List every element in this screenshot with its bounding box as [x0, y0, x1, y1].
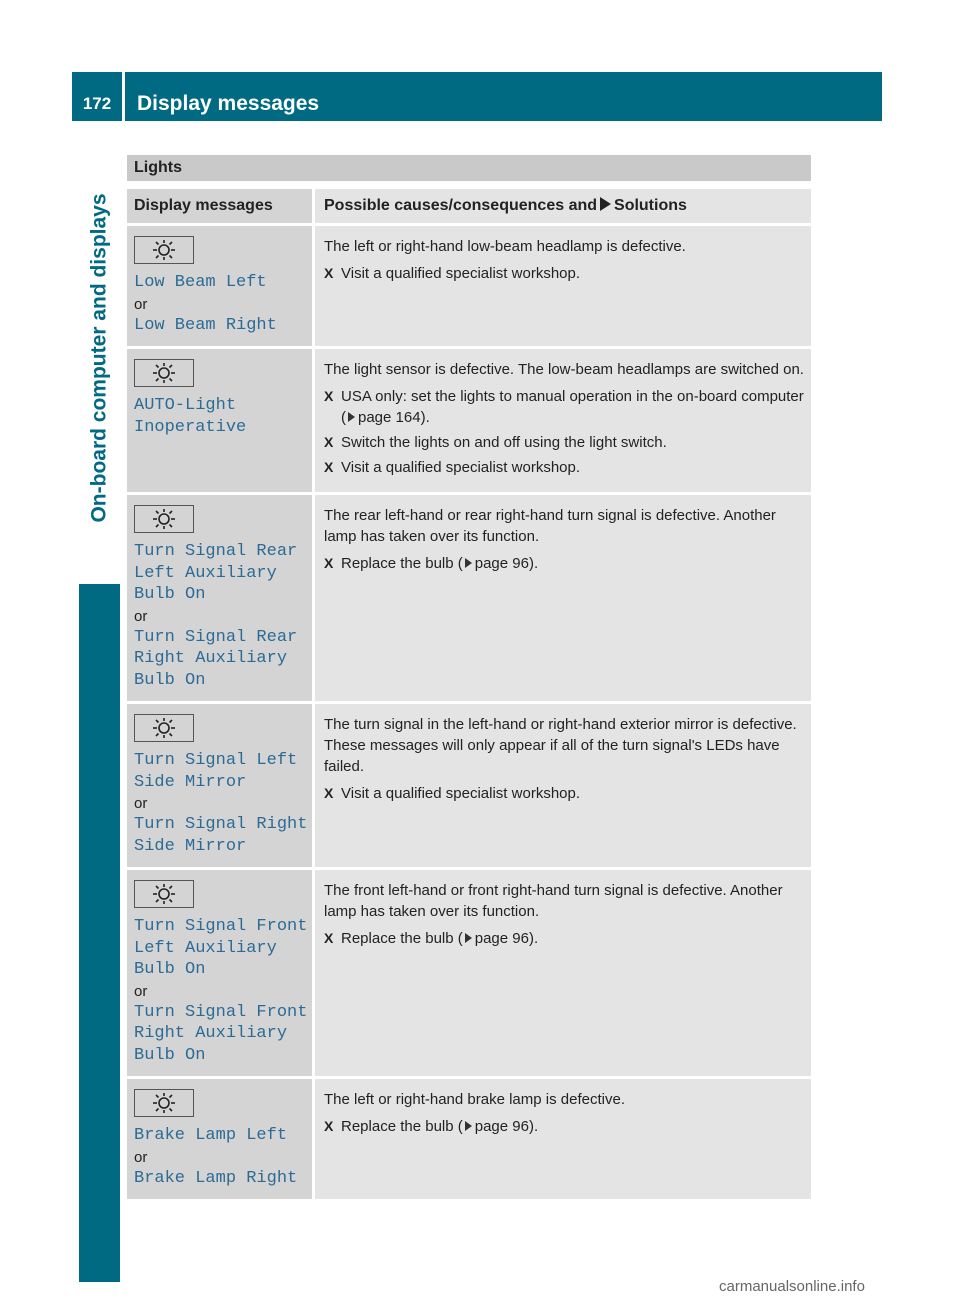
table-row	[127, 870, 811, 1076]
action-item	[324, 783, 805, 804]
action-text	[341, 928, 538, 949]
play-arrow-icon	[600, 197, 611, 211]
page-ref-arrow-icon	[348, 412, 355, 422]
display-message-text: Side Mirror	[134, 836, 247, 856]
action-bullet-icon: X	[324, 388, 334, 404]
or-separator: or	[134, 1148, 148, 1166]
table-body	[127, 226, 811, 1199]
table-row	[127, 704, 811, 867]
solution-cell	[315, 226, 811, 346]
or-separator: or	[134, 795, 148, 812]
display-message-text: Bulb On	[134, 1045, 206, 1065]
action-text-main: Replace the bulb (	[341, 555, 463, 572]
solution-cell	[315, 870, 811, 1076]
display-message-cell	[127, 226, 312, 346]
page-reference-link[interactable]: page 96	[474, 930, 529, 947]
solution-cell	[315, 495, 811, 701]
display-message-text: Left Auxiliary	[134, 938, 277, 958]
action-text-main: Visit a qualified specialist workshop.	[341, 785, 581, 802]
page-header	[72, 72, 882, 121]
display-message-text: Bulb On	[134, 585, 206, 604]
action-text	[341, 783, 580, 804]
column-header-solutions-prefix: Possible causes/consequences and	[324, 197, 598, 214]
cause-text: The front left-hand or front right-hand turn signal is defective. Another lamp has taken over its function.	[324, 882, 783, 920]
table-row	[127, 226, 811, 346]
action-text	[341, 1116, 538, 1137]
cause-text: The left or right-hand brake lamp is defective.	[324, 1091, 625, 1108]
lights-table	[127, 155, 811, 1202]
side-tab-label: On-board computer and displays	[87, 193, 111, 523]
display-message-text: Left Auxiliary	[134, 563, 277, 583]
action-text	[341, 553, 538, 574]
display-message-text: Low Beam Left	[134, 273, 267, 292]
action-item	[324, 1116, 805, 1137]
action-text-main: Replace the bulb (	[341, 1118, 463, 1135]
action-bullet-icon: X	[324, 265, 334, 281]
display-message-text: Bulb On	[134, 670, 206, 690]
action-text	[341, 386, 805, 428]
action-bullet-icon: X	[324, 1118, 334, 1134]
column-header-display-messages: Display messages	[127, 189, 312, 223]
page-reference-link[interactable]: page 96	[474, 1118, 529, 1135]
action-text-main: Visit a qualified specialist workshop.	[341, 265, 581, 282]
bulb-icon	[134, 714, 194, 742]
display-message-text: Turn Signal Front	[134, 917, 308, 936]
page-number: 172	[72, 72, 125, 121]
display-message-text: Brake Lamp Left	[134, 1126, 288, 1145]
cause-text: The rear left-hand or rear right-hand turn signal is defective. Another lamp has taken over its function.	[324, 507, 776, 545]
action-bullet-icon: X	[324, 785, 334, 801]
section-title: Lights	[127, 155, 811, 181]
cause-text: The turn signal in the left-hand or right-hand exterior mirror is defective. These messages will only appear if all of the turn signal's LEDs have failed.	[324, 716, 797, 775]
page-title: Display messages	[137, 92, 320, 115]
display-message-text: Side Mirror	[134, 772, 247, 792]
action-text-main: Replace the bulb (	[341, 930, 463, 947]
action-bullet-icon: X	[324, 930, 334, 946]
display-message-text: Low Beam Right	[134, 315, 277, 335]
page-reference-link[interactable]: page 96	[474, 555, 529, 572]
or-separator: or	[134, 607, 148, 625]
table-row	[127, 1079, 811, 1199]
action-text-after: ).	[528, 930, 539, 947]
action-item	[324, 928, 805, 949]
cause-text: The left or right-hand low-beam headlamp is defective.	[324, 238, 686, 255]
action-text-main: Switch the lights on and off using the light switch.	[341, 434, 667, 451]
solution-cell	[315, 704, 811, 867]
action-item	[324, 457, 805, 478]
display-message-text: Turn Signal Rear	[134, 627, 298, 647]
action-item	[324, 263, 805, 284]
page-reference-link[interactable]: page 164	[358, 409, 421, 426]
table-header-row	[127, 189, 811, 223]
solution-cell	[315, 349, 811, 492]
display-message-cell	[127, 704, 312, 867]
action-item	[324, 432, 805, 453]
or-separator: or	[134, 295, 148, 313]
action-text-after: ).	[528, 1118, 539, 1135]
watermark: carmanualsonline.info	[719, 1278, 865, 1295]
page-ref-arrow-icon	[465, 933, 472, 943]
table-row	[127, 349, 811, 492]
bulb-icon	[134, 505, 194, 533]
display-message-text: Right Auxiliary	[134, 1024, 288, 1043]
action-text	[341, 457, 580, 478]
action-text-after: ).	[528, 555, 539, 572]
display-message-text: Turn Signal Left	[134, 751, 298, 770]
display-message-text: Bulb On	[134, 960, 206, 979]
action-bullet-icon: X	[324, 459, 334, 475]
display-message-cell	[127, 349, 312, 492]
bulb-icon	[134, 236, 194, 264]
display-message-text: Turn Signal Rear	[134, 542, 298, 561]
display-message-text: Turn Signal Right	[134, 815, 308, 834]
action-bullet-icon: X	[324, 555, 334, 571]
action-text	[341, 263, 580, 284]
column-header-solutions	[315, 189, 811, 223]
action-text-main: Visit a qualified specialist workshop.	[341, 459, 581, 476]
display-message-cell	[127, 870, 312, 1076]
action-text-after: ).	[420, 409, 430, 426]
display-message-text: Turn Signal Front	[134, 1002, 308, 1022]
table-row	[127, 495, 811, 701]
display-message-text: AUTO-Light	[134, 396, 237, 415]
display-message-cell	[127, 1079, 312, 1199]
action-bullet-icon: X	[324, 434, 334, 450]
display-message-text: Right Auxiliary	[134, 649, 288, 668]
display-message-text: Brake Lamp Right	[134, 1168, 298, 1188]
bulb-icon	[134, 1089, 194, 1117]
solution-cell	[315, 1079, 811, 1199]
action-item	[324, 553, 805, 574]
action-item	[324, 386, 805, 428]
display-message-text: Inoperative	[134, 417, 247, 437]
cause-text: The light sensor is defective. The low-beam headlamps are switched on.	[324, 361, 804, 378]
column-header-solutions-suffix: Solutions	[614, 197, 687, 214]
action-text-main: USA only: set the lights to manual operation in the on-board computer (	[341, 388, 804, 426]
action-text	[341, 432, 667, 453]
or-separator: or	[134, 982, 148, 1000]
bulb-icon	[134, 359, 194, 387]
bulb-icon	[134, 880, 194, 908]
display-message-cell	[127, 495, 312, 701]
side-tab-label-area	[79, 132, 120, 584]
page-ref-arrow-icon	[465, 558, 472, 568]
page-ref-arrow-icon	[465, 1121, 472, 1131]
